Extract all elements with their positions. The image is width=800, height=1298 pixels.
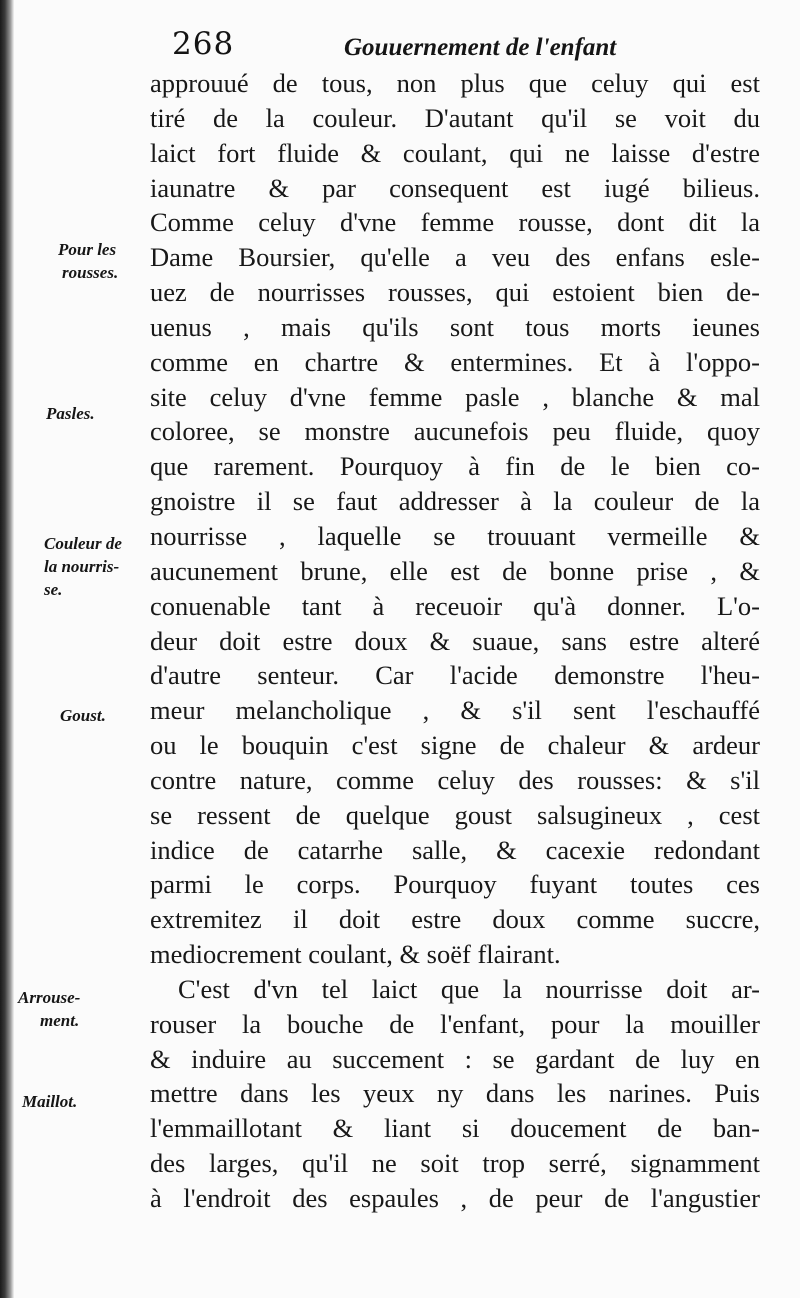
text-line: iaunatre & par consequent est iugé bilieus. (150, 172, 760, 203)
margin-note-line: Pour les (58, 240, 117, 259)
text-line: deur doit estre doux & suaue, sans estre alteré (150, 625, 760, 656)
text-line: tiré de la couleur. D'autant qu'il se voit du (150, 102, 760, 133)
margin-note-maillot (22, 1090, 77, 1113)
text-line: aucunement brune, elle est de bonne prise , & (150, 555, 760, 586)
page-number: 268 (172, 26, 235, 62)
text-line: approuué de tous, non plus que celuy qui est (150, 68, 760, 98)
text-line: ou le bouquin c'est signe de chaleur & ardeur (150, 730, 760, 761)
text-line: uenus , mais qu'ils sont tous morts ieunes (150, 311, 760, 342)
margin-note-line: la nourris- (44, 557, 120, 576)
text-line: des larges, qu'il ne soit trop serré, signamment (150, 1148, 760, 1179)
running-title: Gouuernement de l'enfant (344, 34, 617, 61)
margin-note-line: Goust. (60, 706, 106, 725)
page-gutter-shadow (0, 0, 14, 1298)
text-line: l'emmaillotant & liant si doucement de ban- (150, 1113, 760, 1144)
text-line: C'est d'vn tel laict que la nourrisse doit ar- (178, 973, 760, 1004)
margin-note-goust (60, 704, 106, 727)
text-line: mediocrement coulant, & soëf flairant. (150, 939, 561, 970)
margin-note-line: rousses. (62, 263, 119, 282)
margin-note-line: Maillot. (22, 1092, 78, 1111)
text-line: contre nature, comme celuy des rousses: & s'il (150, 764, 760, 795)
margin-note-line: Arrouse- (18, 988, 81, 1007)
text-line: rouser la bouche de l'enfant, pour la mouiller (150, 1008, 760, 1039)
margin-note-line: Pasles. (46, 404, 95, 423)
text-line: à l'endroit des espaules , de peur de l'angustier (150, 1183, 760, 1213)
text-line: Comme celuy d'vne femme rousse, dont dit la (150, 207, 760, 238)
text-line: coloree, se monstre aucunefois peu fluide, quoy (150, 416, 760, 447)
text-line: se ressent de quelque goust salsugineux , cest (150, 799, 760, 830)
margin-note-arrousement (18, 986, 80, 1032)
text-line: que rarement. Pourquoy à fin de le bien co- (150, 451, 760, 482)
text-line: & induire au succement : se gardant de luy en (150, 1043, 760, 1074)
text-line: gnoistre il se faut addresser à la couleur de la (150, 486, 760, 517)
text-line: comme en chartre & entermines. Et à l'oppo- (150, 346, 760, 377)
text-line: d'autre senteur. Car l'acide demonstre l'heu- (150, 660, 760, 691)
margin-note-pasles (46, 402, 95, 425)
margin-note-line: se. (44, 580, 63, 599)
text-line: indice de catarrhe salle, & cacexie redondant (150, 834, 760, 865)
text-line: uez de nourrisses rousses, qui estoient bien de- (150, 277, 760, 308)
margin-note-couleur (44, 532, 122, 601)
text-line: laict fort fluide & coulant, qui ne laisse d'estre (150, 137, 760, 168)
body-text (150, 66, 760, 1216)
text-line: site celuy d'vne femme pasle , blanche & mal (150, 381, 760, 412)
text-line: Dame Boursier, qu'elle a veu des enfans esle- (150, 242, 760, 273)
text-line: mettre dans les yeux ny dans les narines. Puis (150, 1078, 760, 1109)
margin-note-line: Couleur de (44, 534, 122, 553)
text-line: meur melancholique , & s'il sent l'eschauffé (150, 695, 760, 726)
text-line: nourrisse , laquelle se trouuant vermeille & (150, 520, 760, 551)
text-line: extremitez il doit estre doux comme succre, (150, 904, 760, 935)
text-line: parmi le corps. Pourquoy fuyant toutes ces (150, 869, 760, 900)
text-line: conuenable tant à receuoir qu'à donner. L'o- (150, 590, 760, 621)
margin-note-rousses (58, 238, 118, 284)
margin-note-line: ment. (40, 1011, 80, 1030)
